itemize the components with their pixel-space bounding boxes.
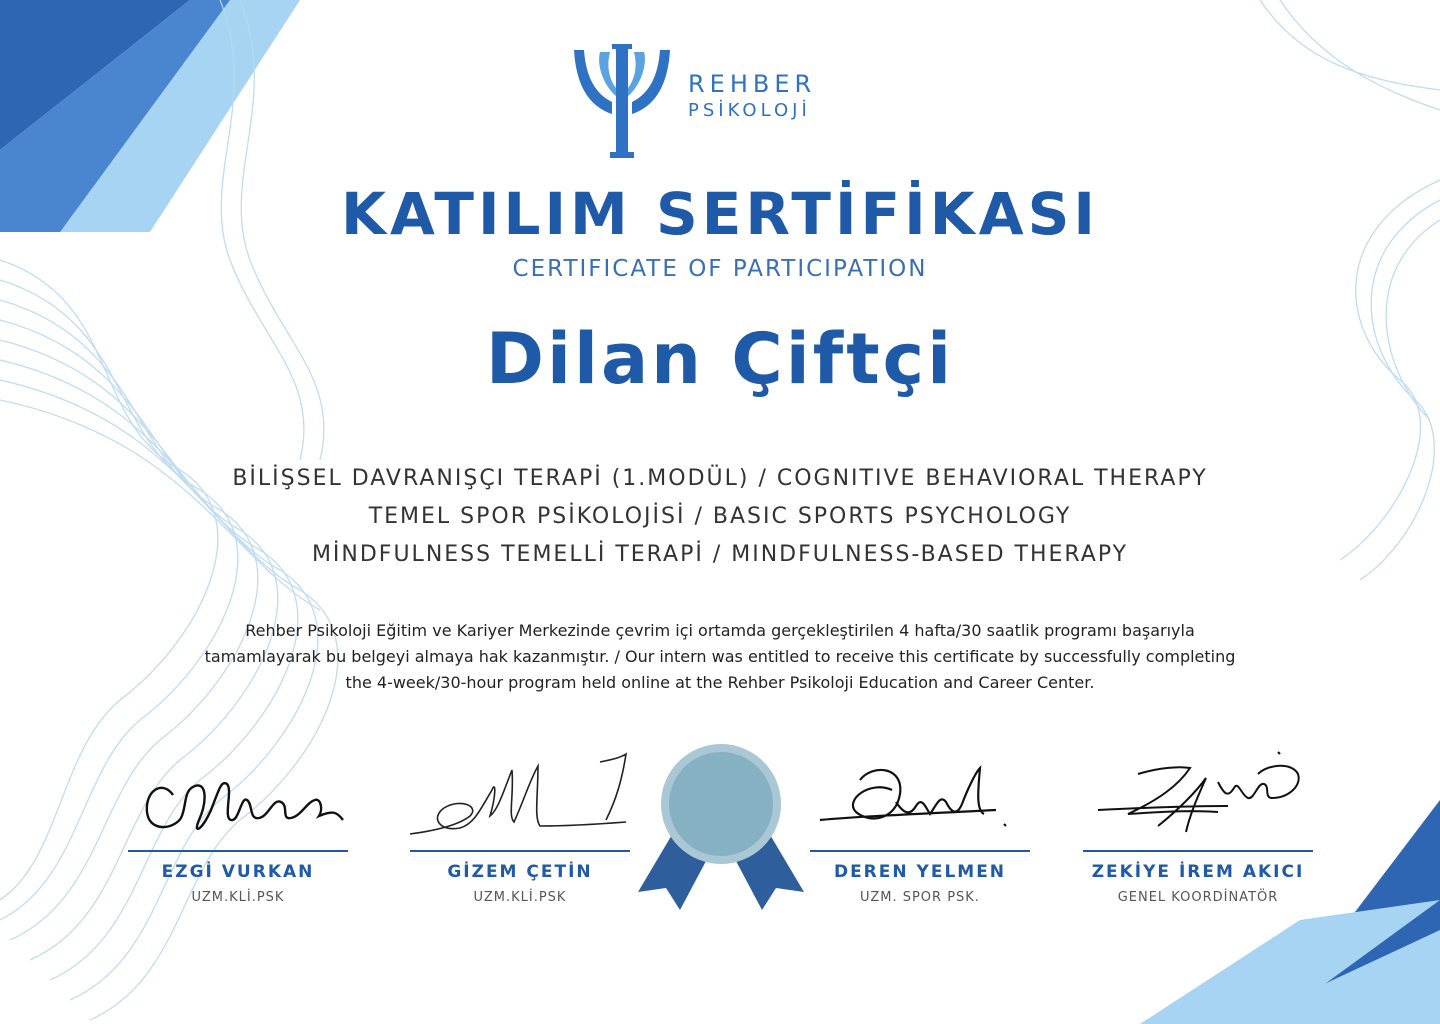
signatory-3 [790, 740, 1050, 905]
signatory-title: GENEL KOORDİNATÖR [1117, 890, 1279, 905]
signatory-title: UZM.KLİ.PSK [191, 890, 285, 905]
signatory-name: EZGİ VURKAN [161, 862, 315, 882]
signature-2 [400, 740, 640, 850]
signature-line [1083, 850, 1313, 852]
signature-4 [1078, 740, 1318, 850]
brand-subname: PSİKOLOJİ [688, 100, 811, 121]
signature-line [410, 850, 630, 852]
course-item: TEMEL SPOR PSİKOLOJİSİ / BASIC SPORTS PSYCHOLOGY [368, 504, 1072, 529]
certificate-subtitle: CERTIFICATE OF PARTICIPATION [512, 256, 928, 282]
description-line: tamamlayarak bu belgeyi almaya hak kazanmıştır. / Our intern was entitled to receive this certificate by successfully completing [204, 647, 1236, 666]
signature-line [128, 850, 348, 852]
signatory-name: ZEKİYE İREM AKICI [1091, 862, 1305, 882]
signature-1 [123, 740, 353, 850]
signatory-name: GİZEM ÇETİN [447, 862, 593, 882]
brand-name: REHBER [688, 70, 817, 98]
signatory-1 [108, 740, 368, 905]
signatory-4 [1068, 740, 1328, 905]
signatory-name: DEREN YELMEN [833, 862, 1007, 882]
course-list [0, 460, 1440, 574]
description-line: Rehber Psikoloji Eğitim ve Kariyer Merkezinde çevrim içi ortamda gerçekleştirilen 4 hafta/30 saatlik programı başarıyla [245, 621, 1195, 640]
signatory-title: UZM. SPOR PSK. [860, 890, 980, 905]
signatory-2 [390, 740, 650, 905]
certificate-title: KATILIM SERTİFİKASI [341, 180, 1099, 248]
award-seal-icon [636, 742, 806, 912]
certificate-description [150, 618, 1290, 696]
description-line: the 4-week/30-hour program held online at the Rehber Psikoloji Education and Career Center. [345, 673, 1095, 692]
course-item: MİNDFULNESS TEMELLİ TERAPİ / MINDFULNESS-BASED THERAPY [311, 542, 1129, 567]
signatory-title: UZM.KLİ.PSK [473, 890, 567, 905]
signature-3 [800, 740, 1040, 850]
recipient-name: Dilan Çiftçi [485, 318, 955, 400]
signature-line [810, 850, 1030, 852]
course-item: BİLİŞSEL DAVRANIŞÇI TERAPİ (1.MODÜL) / COGNITIVE BEHAVIORAL THERAPY [232, 466, 1208, 491]
